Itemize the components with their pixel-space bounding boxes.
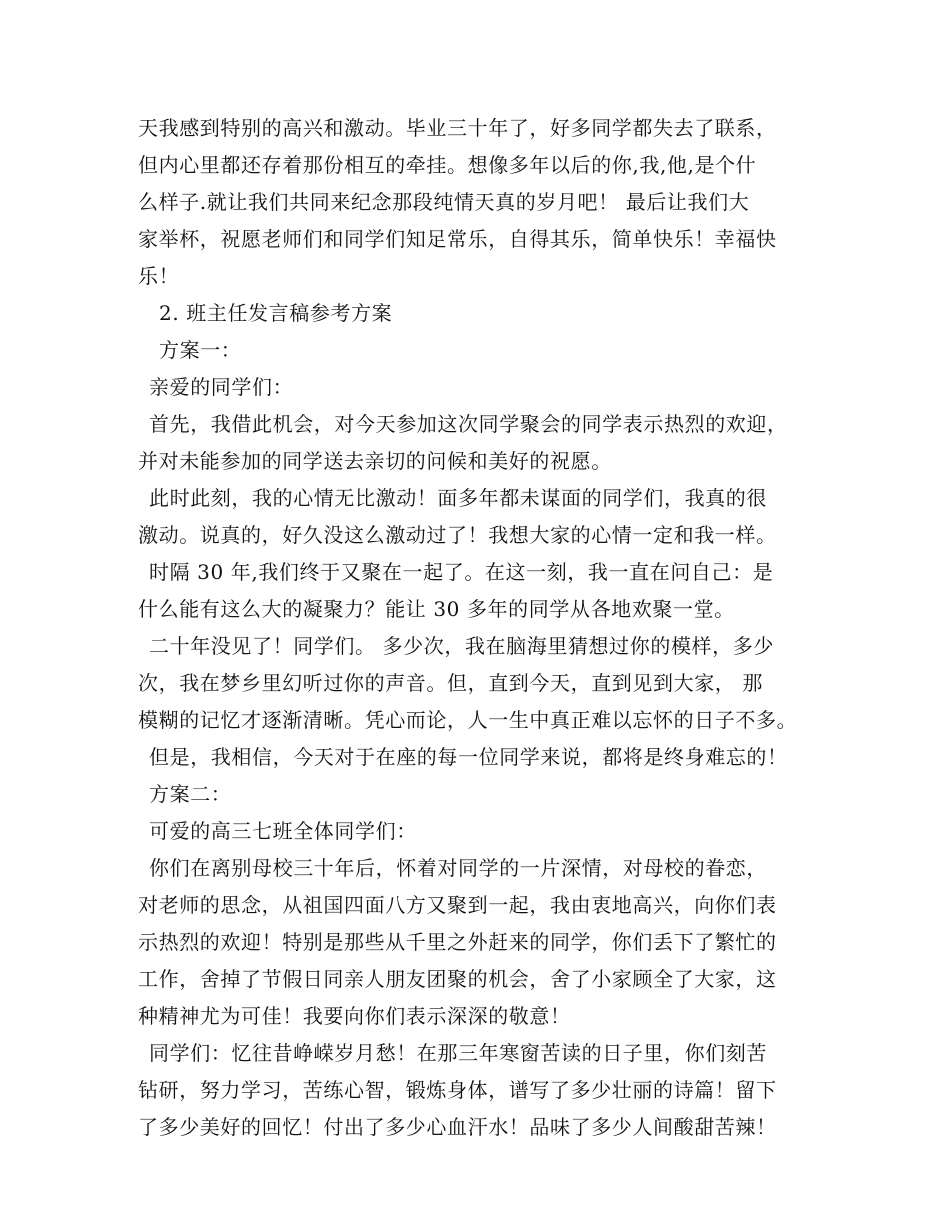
- text-line: 时隔 30 年,我们终于又聚在一起了。在这一刻，我一直在问自己：是: [149, 560, 774, 584]
- text-line: 天我感到特别的高兴和激动。毕业三十年了，好多同学都失去了联系，: [138, 116, 777, 140]
- text-line: 家举杯，祝愿老师们和同学们知足常乐，自得其乐，简单快乐！幸福快: [138, 227, 777, 251]
- text-line: 钻研，努力学习，苦练心智，锻炼身体，谱写了多少壮丽的诗篇！留下: [138, 1078, 777, 1102]
- text-line: 种精神尤为可佳！我要向你们表示深深的敬意！: [138, 1004, 571, 1028]
- text-line: 么样子.就让我们共同来纪念那段纯情天真的岁月吧！ 最后让我们大: [138, 190, 750, 214]
- text-line: 工作，舍掉了节假日同亲人朋友团聚的机会，舍了小家顾全了大家，这: [138, 967, 777, 991]
- text-line: 什么能有这么大的凝聚力？能让 30 多年的同学从各地欢聚一堂。: [138, 597, 735, 621]
- text-line: 模糊的记忆才逐渐清晰。凭心而论，人一生中真正难以忘怀的日子不多。: [138, 708, 798, 732]
- text-line: 并对未能参加的同学送去亲切的问候和美好的祝愿。: [138, 449, 612, 473]
- document-page: [0, 110, 950, 1146]
- text-line: 首先，我借此机会，对今天参加这次同学聚会的同学表示热烈的欢迎，: [149, 412, 788, 436]
- text-line: 同学们：忆往昔峥嵘岁月愁！在那三年寒窗苦读的日子里，你们刻苦: [149, 1041, 767, 1065]
- salutation: 亲爱的同学们：: [149, 375, 294, 399]
- text-line: 此时此刻，我的心情无比激动！面多年都未谋面的同学们，我真的很: [149, 486, 767, 510]
- text-line: 对老师的思念，从祖国四面八方又聚到一起，我由衷地高兴，向你们表: [138, 893, 777, 917]
- text-line: 乐！: [138, 264, 180, 288]
- text-line: 次，我在梦乡里幻听过你的声音。但，直到今天，直到见到大家， 那: [138, 671, 763, 695]
- text-line: 但内心里都还存着那份相互的牵挂。想像多年以后的你,我,他,是个什: [138, 153, 757, 177]
- text-line: 示热烈的欢迎！特别是那些从千里之外赶来的同学，你们丢下了繁忙的: [138, 930, 777, 954]
- subsection-heading: 方案一：: [159, 338, 242, 362]
- subsection-heading: 方案二：: [149, 782, 232, 806]
- text-line: 了多少美好的回忆！付出了多少心血汗水！品味了多少人间酸甜苦辣！: [138, 1115, 777, 1139]
- text-line: 但是，我相信，今天对于在座的每一位同学来说，都将是终身难忘的！: [149, 745, 788, 769]
- text-line: 你们在离别母校三十年后，怀着对同学的一片深情，对母校的眷恋，: [149, 856, 767, 880]
- section-heading: 2. 班主任发言稿参考方案: [159, 301, 393, 325]
- salutation: 可爱的高三七班全体同学们：: [149, 819, 417, 843]
- text-line: 二十年没见了！同学们。 多少次，我在脑海里猜想过你的模样，多少: [149, 634, 774, 658]
- text-line: 激动。说真的，好久没这么激动过了！我想大家的心情一定和我一样。: [138, 523, 777, 547]
